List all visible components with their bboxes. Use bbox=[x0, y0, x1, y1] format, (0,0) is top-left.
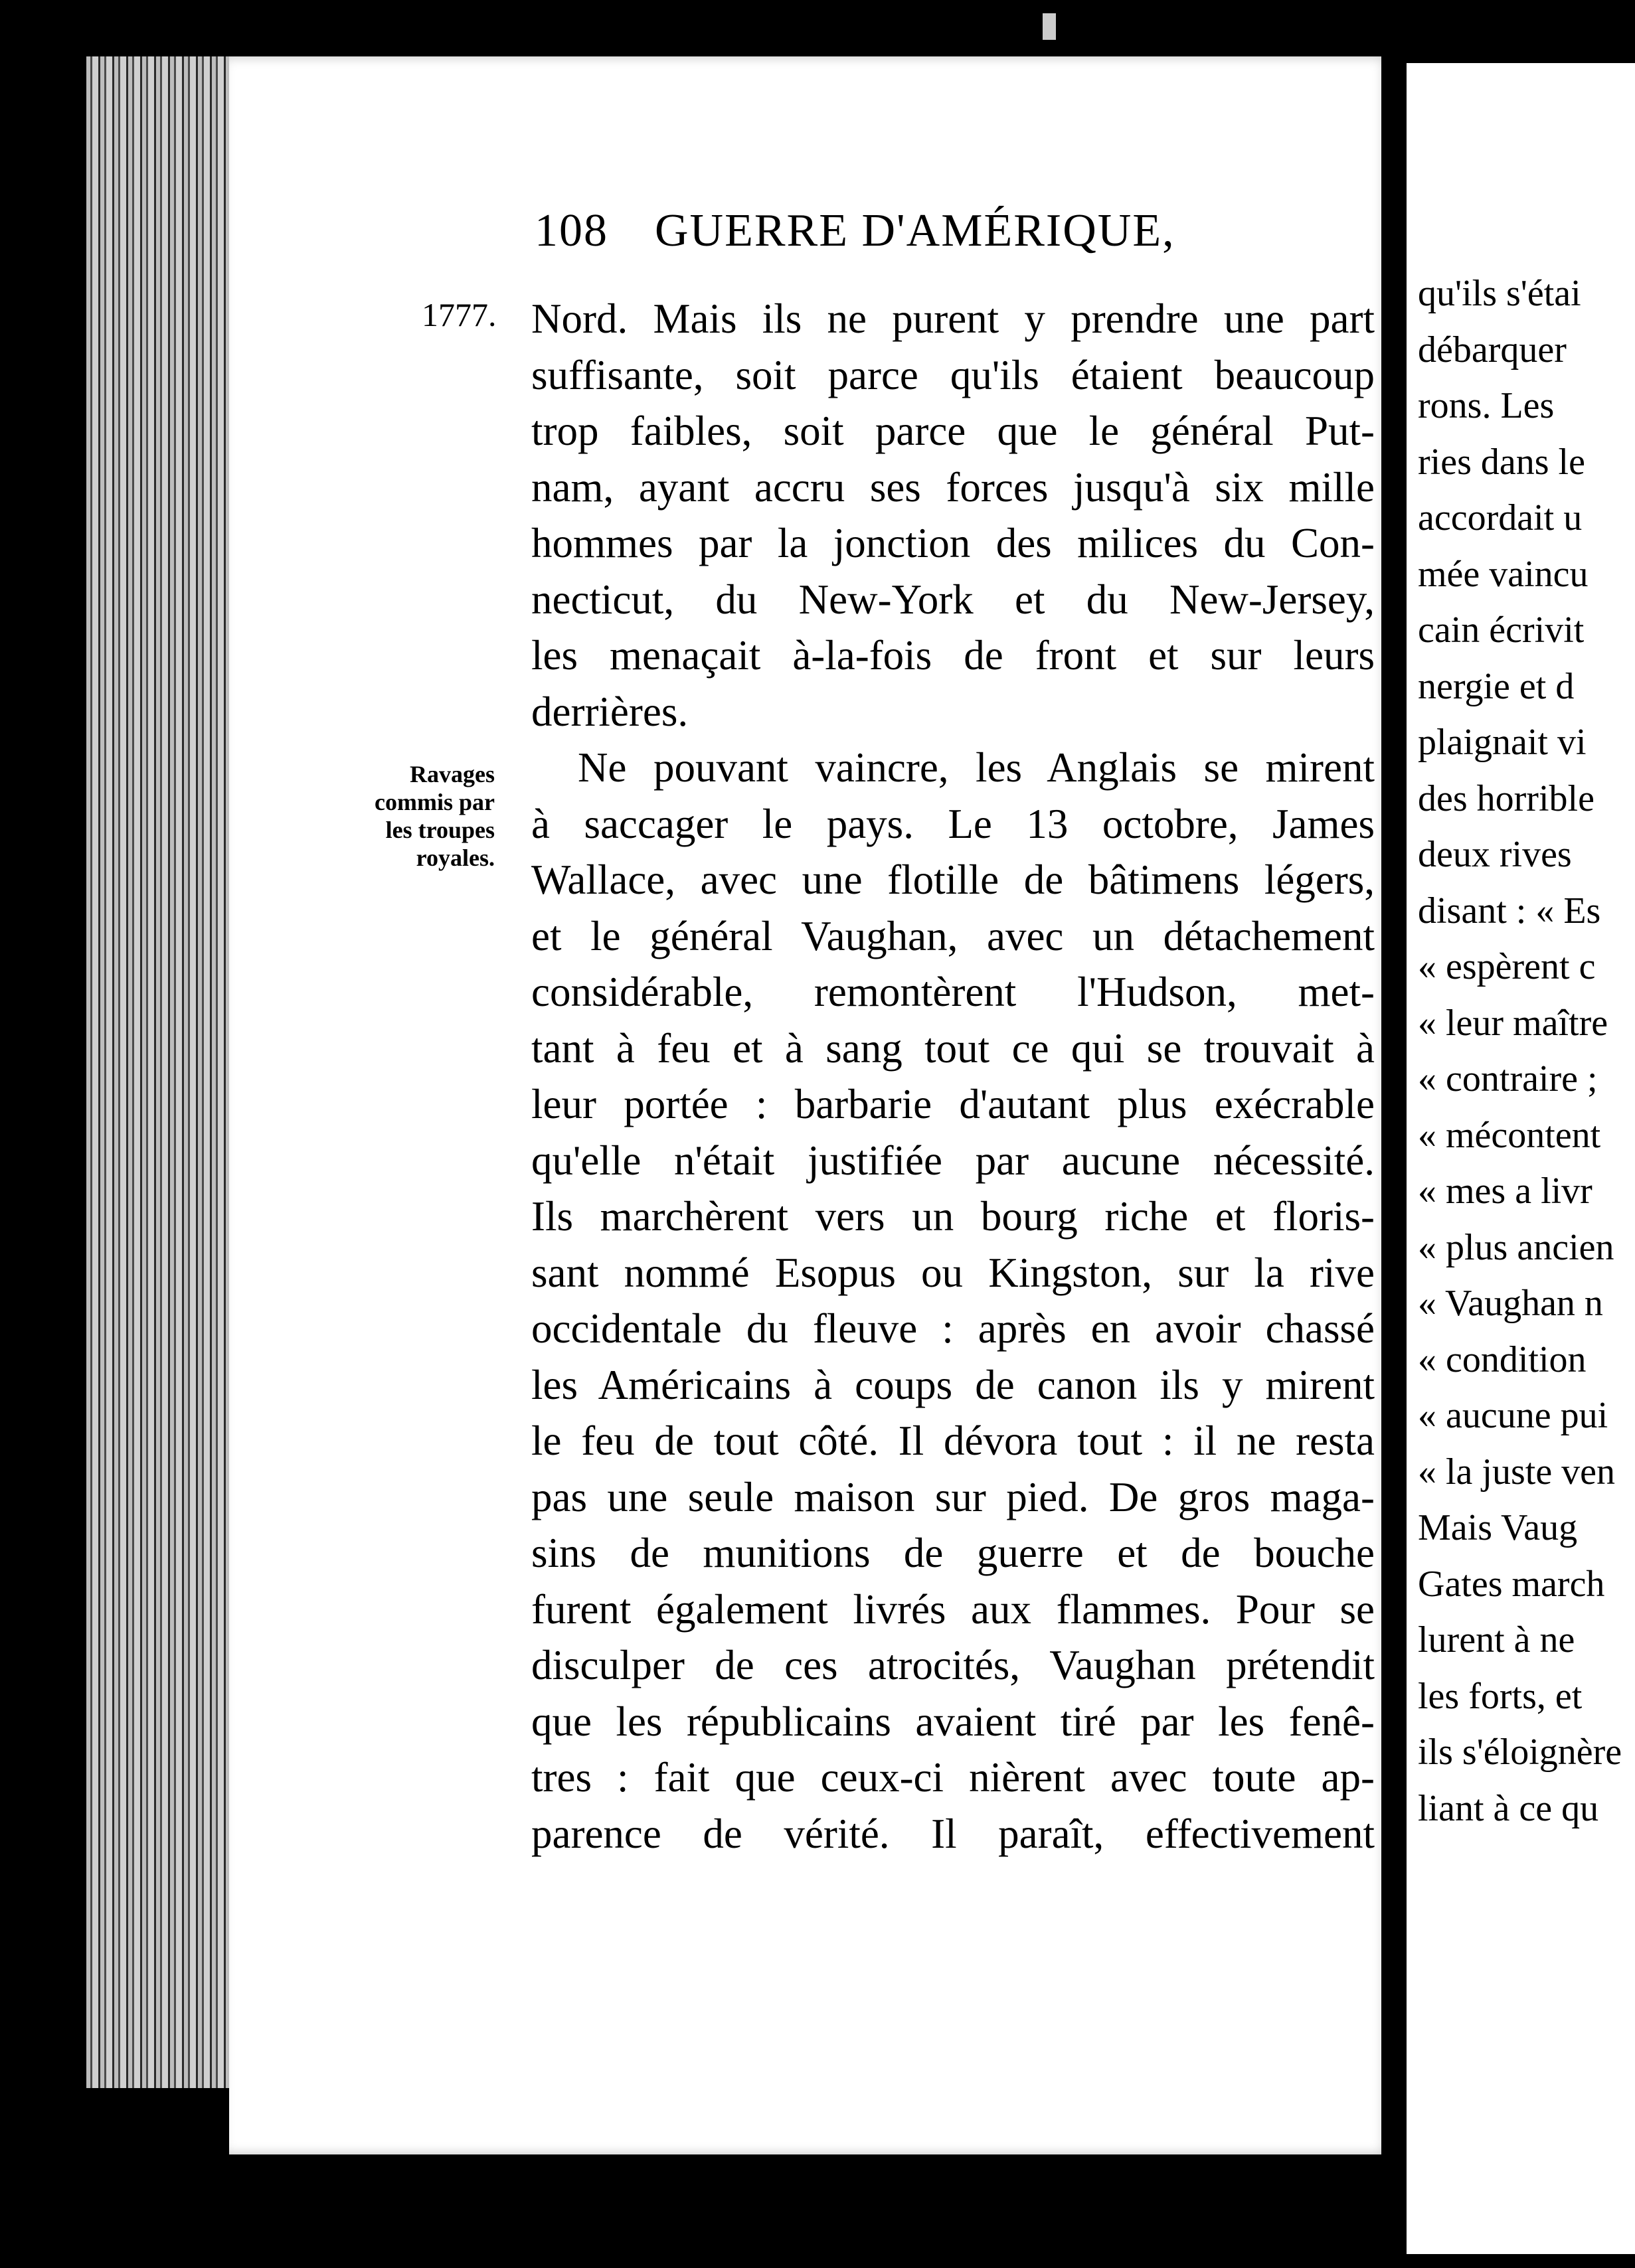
facing-text-line: « plus ancien bbox=[1418, 1226, 1614, 1268]
facing-text-line: « contraire ; bbox=[1418, 1058, 1598, 1099]
body-text bbox=[531, 291, 1375, 1862]
text-line: que les républicains avaient tiré par les fenê- bbox=[531, 1698, 1375, 1745]
text-line: et le général Vaughan, avec un détachement bbox=[531, 912, 1375, 959]
text-line: disculper de ces atrocités, Vaughan prétendit bbox=[531, 1642, 1375, 1688]
facing-text-line: accordait u bbox=[1418, 497, 1583, 538]
text-line: necticut, du New-York et du New-Jersey, bbox=[531, 576, 1375, 623]
facing-text-line: nergie et d bbox=[1418, 665, 1575, 707]
facing-text-line: débarquer bbox=[1418, 329, 1567, 370]
facing-text-line: « mes a livr bbox=[1418, 1171, 1592, 1212]
running-header bbox=[535, 204, 1385, 264]
text-line: tres : fait que ceux-ci nièrent avec toute ap- bbox=[531, 1754, 1375, 1801]
facing-text-line: « leur maître bbox=[1418, 1002, 1608, 1044]
facing-text-line: « aucune pui bbox=[1418, 1395, 1608, 1436]
text-line: les menaçait à-la-fois de front et sur leurs bbox=[531, 632, 1375, 679]
facing-text-line: « Vaughan n bbox=[1418, 1283, 1603, 1324]
facing-page-text bbox=[1418, 266, 1635, 1836]
facing-text-line: ils s'éloignère bbox=[1418, 1732, 1622, 1773]
text-line: furent également livrés aux flammes. Pour se bbox=[531, 1585, 1375, 1633]
facing-text-line: « espèrent c bbox=[1418, 946, 1596, 987]
text-line: Wallace, avec une flotille de bâtimens légers, bbox=[531, 856, 1375, 903]
margin-note-line: commis par bbox=[375, 789, 495, 815]
book-gutter bbox=[1381, 40, 1408, 2268]
text-line: hommes par la jonction des milices du Con- bbox=[531, 520, 1375, 566]
margin-note-line: royales. bbox=[416, 845, 495, 871]
text-line: Ils marchèrent vers un bourg riche et floris- bbox=[531, 1193, 1375, 1240]
facing-text-line: liant à ce qu bbox=[1418, 1787, 1599, 1829]
facing-text-line: mée vaincu bbox=[1418, 553, 1589, 595]
text-line: considérable, remontèrent l'Hudson, met- bbox=[531, 969, 1375, 1015]
facing-text-line: les forts, et bbox=[1418, 1675, 1583, 1717]
facing-text-line: des horrible bbox=[1418, 777, 1594, 819]
text-line: Nord. Mais ils ne purent y prendre une part bbox=[531, 295, 1375, 342]
facing-text-line: « mécontent bbox=[1418, 1114, 1601, 1156]
facing-text-line: disant : « Es bbox=[1418, 890, 1601, 932]
facing-text-line: « condition bbox=[1418, 1338, 1587, 1380]
page-number: 108 bbox=[535, 205, 608, 256]
book-page-edges bbox=[86, 56, 232, 2088]
text-line: sins de munitions de guerre et de bouche bbox=[531, 1530, 1375, 1576]
text-line: pas une seule maison sur pied. De gros maga- bbox=[531, 1473, 1375, 1520]
facing-text-line: rons. Les bbox=[1418, 385, 1555, 426]
text-line: occidentale du fleuve : après en avoir chassé bbox=[531, 1305, 1375, 1352]
text-line: leur portée : barbarie d'autant plus exécrable bbox=[531, 1081, 1375, 1127]
text-line: derrières. bbox=[531, 688, 689, 735]
facing-text-line: plaignait vi bbox=[1418, 722, 1587, 763]
text-line: nam, ayant accru ses forces jusqu'à six mille bbox=[531, 463, 1375, 511]
facing-text-line: cain écrivit bbox=[1418, 609, 1585, 651]
margin-note-line: les troupes bbox=[385, 817, 495, 843]
facing-text-line: lurent à ne bbox=[1418, 1619, 1575, 1660]
scan-mark bbox=[1043, 13, 1056, 40]
margin-note bbox=[329, 760, 495, 872]
running-title: GUERRE D'AMÉRIQUE, bbox=[655, 205, 1175, 256]
text-line: parence de vérité. Il paraît, effectivement bbox=[531, 1810, 1375, 1857]
text-line: suffisante, soit parce qu'ils étaient beaucoup bbox=[531, 351, 1375, 398]
text-line: trop faibles, soit parce que le général Put- bbox=[531, 408, 1375, 454]
text-line: le feu de tout côté. Il dévora tout : il ne resta bbox=[531, 1418, 1375, 1464]
text-line: à saccager le pays. Le 13 octobre, James bbox=[531, 800, 1375, 847]
facing-text-line: Mais Vaug bbox=[1418, 1507, 1578, 1548]
text-line: les Américains à coups de canon ils y mirent bbox=[531, 1361, 1375, 1408]
text-line: Ne pouvant vaincre, les Anglais se mirent bbox=[578, 744, 1375, 791]
facing-text-line: ries dans le bbox=[1418, 441, 1585, 483]
margin-year: 1777. bbox=[422, 296, 497, 333]
text-line: sant nommé Esopus ou Kingston, sur la rive bbox=[531, 1249, 1375, 1296]
facing-text-line: Gates march bbox=[1418, 1563, 1605, 1605]
facing-text-line: qu'ils s'étai bbox=[1418, 273, 1581, 314]
text-line: qu'elle n'était justifiée par aucune nécessité. bbox=[531, 1137, 1375, 1184]
facing-text-line: deux rives bbox=[1418, 834, 1572, 875]
margin-note-line: Ravages bbox=[410, 761, 495, 787]
text-line: tant à feu et à sang tout ce qui se trouvait à bbox=[531, 1024, 1375, 1072]
facing-text-line: « la juste ven bbox=[1418, 1451, 1616, 1493]
